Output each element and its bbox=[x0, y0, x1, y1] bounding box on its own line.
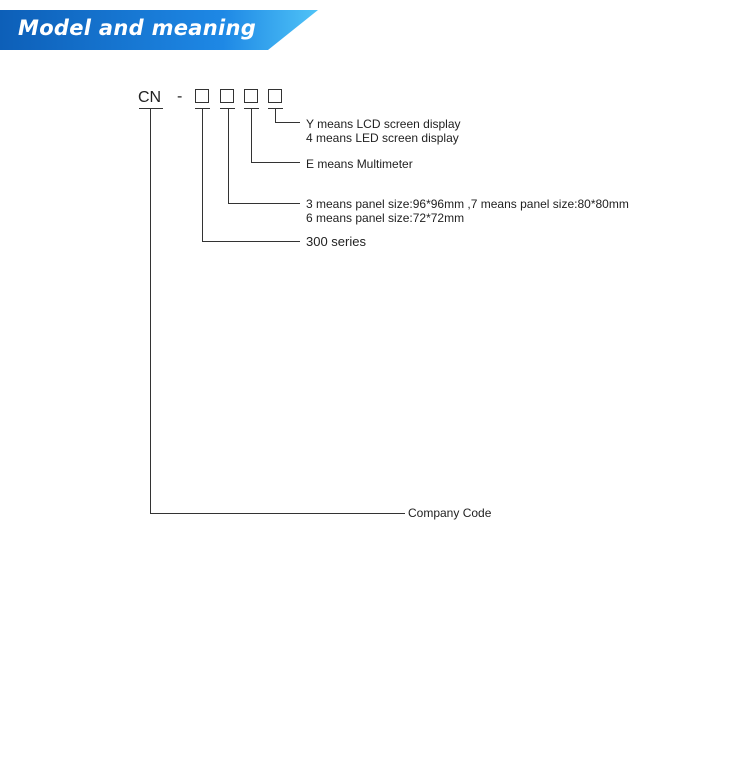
multimeter-desc: E means Multimeter bbox=[306, 157, 413, 171]
model-digit-box-panel-size bbox=[220, 89, 234, 103]
model-separator: - bbox=[177, 88, 183, 105]
model-digit-box-series bbox=[195, 89, 209, 103]
display-desc-line1: Y means LCD screen display bbox=[306, 117, 461, 131]
series-desc: 300 series bbox=[306, 234, 366, 249]
page-title: Model and meaning bbox=[18, 16, 257, 40]
model-prefix: CN bbox=[138, 89, 162, 106]
company-code-desc: Company Code bbox=[408, 506, 492, 520]
model-digit-box-display bbox=[268, 89, 282, 103]
model-digit-box-function bbox=[244, 89, 258, 103]
display-desc-line2: 4 means LED screen display bbox=[306, 131, 459, 145]
panel-size-desc-line2: 6 means panel size:72*72mm bbox=[306, 211, 465, 225]
panel-size-desc-line1: 3 means panel size:96*96mm ,7 means panel size:80*80mm bbox=[306, 197, 629, 211]
